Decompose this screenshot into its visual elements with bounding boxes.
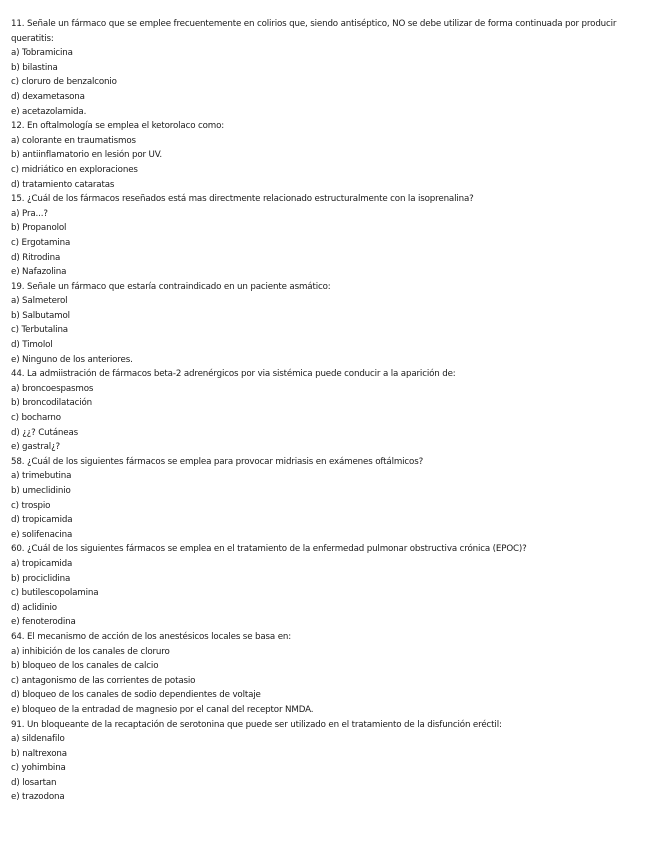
answer-option: c) trospio (11, 500, 51, 511)
answer-option: e) solifenacina (11, 529, 73, 540)
answer-option: b) broncodilatación (11, 398, 93, 409)
answer-option: d) ¿¿? Cutáneas (11, 427, 79, 438)
answer-option: b) Salbutamol (11, 310, 70, 321)
answer-option: d) tropicamida (11, 515, 73, 526)
question-text: 60. ¿Cuál de los siguientes fármacos se emplea en el tratamiento de la enfermedad pulmonar obstructiva crónica (EPOC)? (11, 544, 527, 555)
answer-option: c) cloruro de benzalconio (11, 77, 117, 88)
answer-option: b) bloqueo de los canales de calcio (11, 661, 159, 672)
answer-option: b) Propanolol (11, 223, 67, 234)
answer-option: b) prociclidina (11, 573, 71, 584)
answer-option: c) yohimbina (11, 763, 66, 774)
answer-option: a) tropicamida (11, 558, 73, 569)
answer-option: a) inhibición de los canales de cloruro (11, 646, 170, 657)
question-text: 15. ¿Cuál de los fármacos reseñados está mas directmente relacionado estructuralmente con la isoprenalina? (11, 194, 474, 205)
answer-option: b) naltrexona (11, 748, 67, 759)
answer-option: d) bloqueo de los canales de sodio dependientes de voltaje (11, 690, 261, 701)
question-text: 11. Señale un fármaco que se emplee frecuentemente en colirios que, siendo antiséptico, NO se debe utilizar de forma continuada por producir queratitis: (11, 19, 617, 44)
answer-option: d) aclidinio (11, 602, 57, 613)
answer-option: c) butilescopolamina (11, 588, 99, 599)
answer-option: e) trazodona (11, 792, 65, 803)
answer-option: c) Terbutalina (11, 325, 68, 336)
answer-option: a) trimebutina (11, 471, 72, 482)
answer-option: e) Ninguno de los anteriores. (11, 354, 133, 365)
answer-option: d) losartan (11, 777, 57, 788)
answer-option: a) Salmeterol (11, 296, 68, 307)
answer-option: c) midriático en exploraciones (11, 164, 138, 175)
answer-option: d) dexametasona (11, 91, 85, 102)
answer-option: e) Nafazolina (11, 267, 67, 278)
question-text: 91. Un bloqueante de la recaptación de serotonina que puede ser utilizado en el tratamiento de la disfunción eréctil: (11, 719, 502, 730)
answer-option: a) Tobramicina (11, 48, 73, 59)
answer-option: b) antiinflamatorio en lesión por UV. (11, 150, 163, 161)
answer-option: c) antagonismo de las corrientes de potasio (11, 675, 196, 686)
answer-option: e) gastral¿? (11, 442, 60, 453)
answer-option: b) bilastina (11, 62, 58, 73)
answer-option: d) tratamiento cataratas (11, 179, 115, 190)
answer-option: b) umeclidinio (11, 486, 71, 496)
answer-option: e) acetazolamida. (11, 106, 87, 117)
answer-option: a) broncoespasmos (11, 383, 94, 394)
question-text: 19. Señale un fármaco que estaría contraindicado en un paciente asmático: (11, 281, 331, 292)
answer-option: a) Pra...? (11, 208, 48, 219)
answer-option: e) bloqueo de la entradad de magnesio por el canal del receptor NMDA. (11, 704, 314, 715)
answer-option: c) bocharno (11, 413, 61, 424)
answer-option: a) sildenafilo (11, 734, 65, 745)
question-text: 58. ¿Cuál de los siguientes fármacos se emplea para provocar midriasis en exámenes oftálmicos? (11, 456, 424, 467)
answer-option: a) colorante en traumatismos (11, 135, 136, 146)
answer-option: d) Ritrodina (11, 252, 61, 263)
question-text: 12. En oftalmología se emplea el ketorolaco como: (11, 121, 225, 132)
answer-option: d) Timolol (11, 340, 53, 351)
answer-option: e) fenoterodina (11, 617, 76, 628)
answer-option: c) Ergotamina (11, 237, 71, 248)
question-text: 44. La admiistración de fármacos beta-2 adrenérgicos por via sistémica puede conducir a la aparición de: (11, 369, 456, 380)
question-text: 64. El mecanismo de acción de los anestésicos locales se basa en: (11, 631, 292, 642)
